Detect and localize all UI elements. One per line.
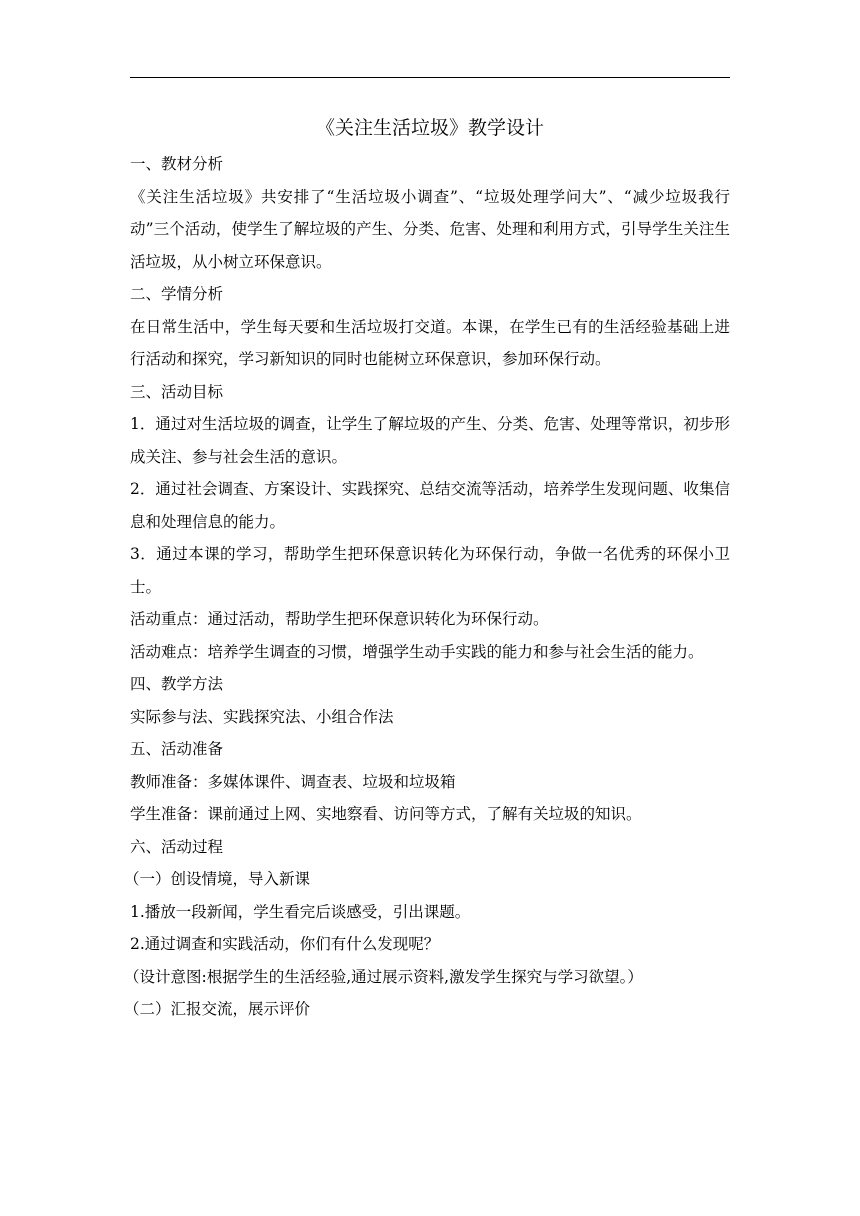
goal-item-1: 1．通过对生活垃圾的调查，让学生了解垃圾的产生、分类、危害、处理等常识，初步形成关注、参与社会生活的意识。 [130,415,730,466]
header-rule [130,77,730,78]
teacher-preparation: 教师准备：多媒体课件、调查表、垃圾和垃圾箱 [130,772,456,791]
student-preparation: 学生准备：课前通过上网、实地察看、访问等方式，了解有关垃圾的知识。 [130,805,642,823]
document-page [124,110,730,1026]
activity-key-point: 活动重点：通过活动，帮助学生把环保意识转化为环保行动。 [130,610,549,628]
section-heading-student-analysis: 二、学情分析 [130,285,224,303]
process-step-2-heading: （二）汇报交流，展示评价 [124,1000,311,1018]
section-heading-activity-goals: 三、活动目标 [130,382,224,401]
document-title: 《关注生活垃圾》教学设计 [315,117,544,139]
section-heading-activity-process: 六、活动过程 [130,837,224,856]
goal-item-3: 3．通过本课的学习，帮助学生把环保意识转化为环保行动，争做一名优秀的环保小卫士。 [130,545,730,596]
paragraph-teaching-methods: 实际参与法、实践探究法、小组合作法 [130,707,394,726]
section-heading-teaching-methods: 四、教学方法 [130,675,224,693]
section-heading-preparation: 五、活动准备 [130,740,224,758]
process-step-1-item-1: 1.播放一段新闻，学生看完后谈感受，引出课题。 [130,902,471,921]
paragraph-textbook-analysis: 《关注生活垃圾》共安排了“生活垃圾小调查”、“垃圾处理学问大”、“减少垃圾我行动”三个活动，使学生了解垃圾的产生、分类、危害、处理和利用方式，引导学生关注生活垃圾，从小树立环保意识。 [130,187,730,271]
process-step-1-heading: （一）创设情境，导入新课 [124,870,311,888]
activity-difficulty: 活动难点：培养学生调查的习惯，增强学生动手实践的能力和参与社会生活的能力。 [130,642,704,661]
design-intent-note: （设计意图:根据学生的生活经验,通过展示资料,激发学生探究与学习欲望。） [124,967,643,986]
process-step-1-item-2: 2.通过调查和实践活动，你们有什么发现呢？ [130,935,440,953]
paragraph-student-analysis: 在日常生活中，学生每天要和生活垃圾打交道。本课，在学生已有的生活经验基础上进行活动和探究，学习新知识的同时也能树立环保意识，参加环保行动。 [130,317,730,368]
section-heading-textbook-analysis: 一、教材分析 [130,155,224,173]
goal-item-2: 2．通过社会调查、方案设计、实践探究、总结交流等活动，培养学生发现问题、收集信息和处理信息的能力。 [130,480,730,531]
